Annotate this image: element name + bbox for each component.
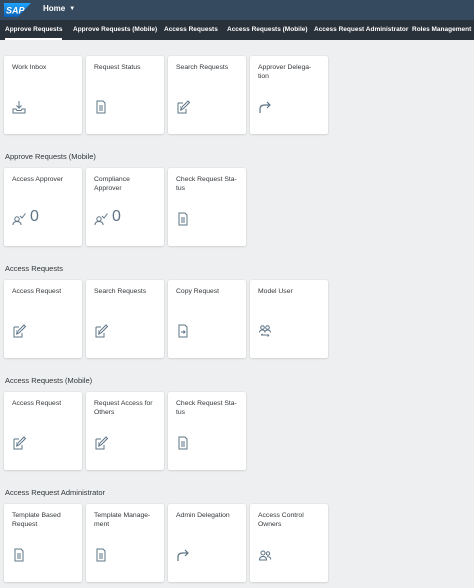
home-menu[interactable] [43, 4, 75, 13]
tile-admin-delegation[interactable] [168, 504, 246, 582]
tile-access-control-owners[interactable] [250, 504, 328, 582]
tile-title: Approver Delega-tion [258, 64, 312, 80]
tile-template-based-request[interactable] [4, 504, 82, 582]
document-icon [94, 100, 108, 114]
tile-title: Request Access for Others [94, 400, 153, 416]
tile-model-user[interactable] [250, 280, 328, 358]
chevron-down-icon: ▼ [69, 5, 76, 12]
tab-roles-management[interactable]: Roles Management [412, 26, 472, 33]
tile-check-request-status-mobile[interactable] [168, 392, 246, 470]
tile-check-request-status[interactable] [168, 168, 246, 246]
tile-title: Access Approver [12, 176, 63, 183]
tile-title: Access Control Owners [258, 512, 304, 528]
tile-title: Access Request [12, 288, 62, 295]
tile-title: Check Request Sta-tus [176, 176, 237, 192]
tile-title: Access Request [12, 400, 62, 407]
section-title-access-request-administrator: Access Request Administrator [5, 488, 106, 497]
edit-document-icon [94, 436, 108, 450]
document-icon [94, 548, 108, 562]
tile-template-management[interactable] [86, 504, 164, 582]
copy-document-icon [176, 324, 190, 338]
tile-title: Search Requests [176, 64, 229, 71]
tab-approve-requests[interactable]: Approve Requests [5, 20, 62, 40]
document-icon [12, 548, 26, 562]
tile-search-requests[interactable] [168, 56, 246, 134]
tile-title: Work Inbox [12, 64, 47, 71]
tile-title: Copy Request [176, 288, 220, 295]
tile-copy-request[interactable] [168, 280, 246, 358]
edit-document-icon [12, 324, 26, 338]
tile-title: Template Manage-ment [94, 512, 151, 528]
group-icon [258, 548, 272, 562]
tab-approve-requests-mobile[interactable]: Approve Requests (Mobile) [73, 26, 158, 33]
tile-title: Check Request Sta-tus [176, 400, 237, 416]
group-sync-icon [258, 324, 272, 338]
tile-title: Search Requests [94, 288, 147, 295]
tile-title: Admin Delegation [176, 512, 230, 519]
tile-access-approver[interactable] [4, 168, 82, 246]
tile-compliance-approver[interactable] [86, 168, 164, 246]
tile-title: Request Status [94, 64, 141, 71]
forward-arrow-icon [176, 548, 190, 562]
edit-document-icon [94, 324, 108, 338]
section-title-approve-requests-mobile: Approve Requests (Mobile) [5, 152, 96, 161]
user-check-icon [12, 212, 26, 226]
tile-search-requests[interactable] [86, 280, 164, 358]
tab-access-requests-mobile[interactable]: Access Requests (Mobile) [227, 26, 308, 33]
edit-document-icon [12, 436, 26, 450]
edit-document-icon [176, 100, 190, 114]
document-icon [176, 436, 190, 450]
document-icon [176, 212, 190, 226]
tile-request-access-for-others[interactable] [86, 392, 164, 470]
approver-count: 0 [30, 208, 39, 225]
tab-access-request-administrator[interactable]: Access Request Administrator [314, 26, 409, 33]
tile-title: Model User [258, 288, 293, 295]
shell-bar [0, 0, 474, 20]
sap-logo[interactable] [4, 3, 31, 17]
tile-access-request[interactable] [4, 280, 82, 358]
tab-bar [0, 20, 474, 40]
inbox-icon [12, 100, 26, 114]
tile-title: Compliance Approver [94, 176, 130, 192]
section-title-access-requests-mobile: Access Requests (Mobile) [5, 376, 93, 385]
user-check-icon [94, 212, 108, 226]
tile-request-status[interactable] [86, 56, 164, 134]
forward-arrow-icon [258, 100, 272, 114]
home-label: Home [43, 4, 66, 13]
tile-approver-delegation[interactable] [250, 56, 328, 134]
tile-access-request-mobile[interactable] [4, 392, 82, 470]
logo-text: SAP [6, 5, 25, 16]
tile-title: Template Based Request [12, 512, 61, 528]
section-title-access-requests: Access Requests [5, 264, 63, 273]
approver-count: 0 [112, 208, 121, 225]
tile-work-inbox[interactable] [4, 56, 82, 134]
tab-access-requests[interactable]: Access Requests [164, 26, 218, 33]
